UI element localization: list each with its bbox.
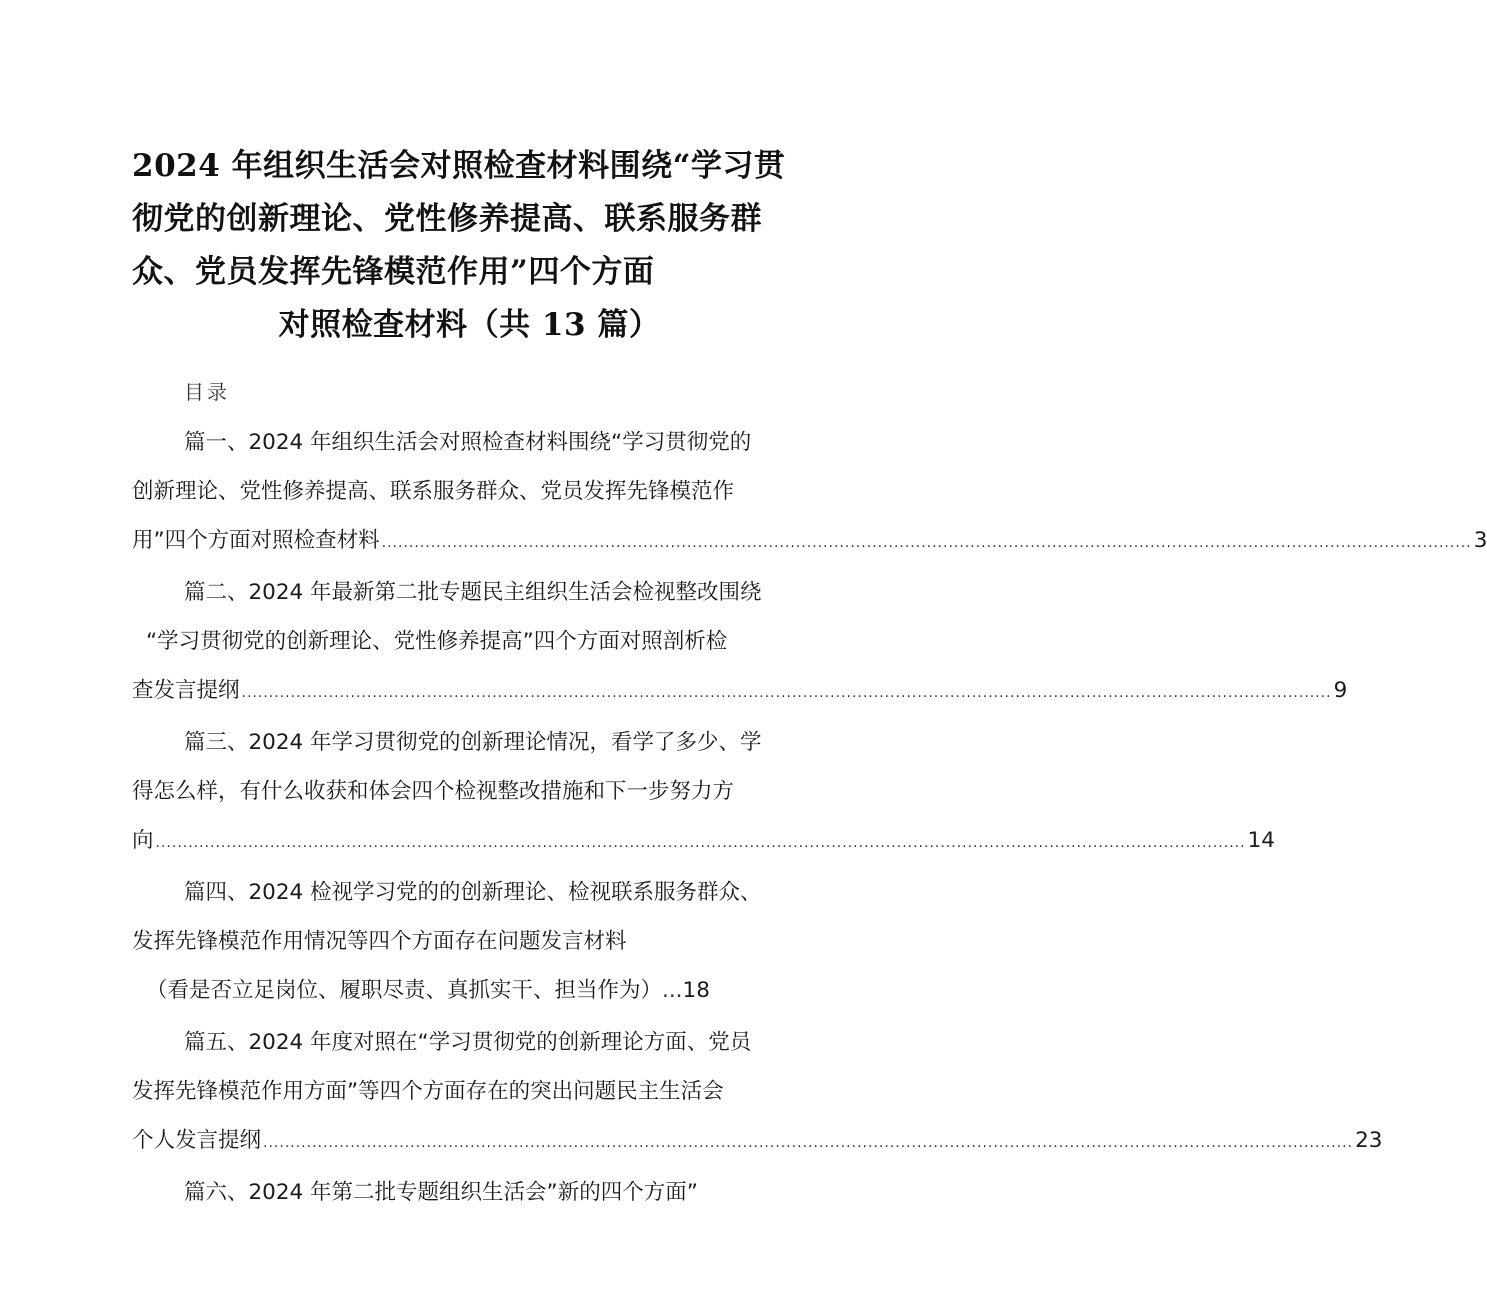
toc-entry-last-line — [132, 966, 797, 1015]
toc-entry-line: 用”四个方面对照检查材料 — [132, 528, 380, 553]
toc-entry-line: 篇一、2024 年组织生活会对照检查材料围绕“学习贯彻党的 — [184, 430, 752, 455]
toc-entry-line: 篇三、2024 年学习贯彻党的创新理论情况，看学了多少、学 — [184, 730, 762, 755]
toc-entry-5[interactable] — [132, 1018, 1383, 1165]
toc-entry-last-line — [132, 666, 1348, 715]
toc-entry-line: “学习贯彻党的创新理论、党性修养提高”四个方面对照剖析检 — [146, 629, 728, 654]
toc-entry-last-line — [132, 516, 1487, 565]
toc-entry-line: 发挥先锋模范作用情况等四个方面存在问题发言材料 — [132, 929, 627, 954]
page-number: 23 — [1355, 1128, 1383, 1153]
toc-entry-2[interactable] — [132, 568, 1348, 715]
toc-entry-line: 查发言提纲 — [132, 678, 240, 703]
toc-entry-1[interactable] — [132, 418, 1487, 565]
table-of-contents — [132, 418, 1487, 1220]
toc-entry-6[interactable] — [132, 1168, 797, 1217]
dot-leader: ... — [662, 978, 683, 1003]
title-line: 2024 年组织生活会对照检查材料围绕“学习贯 — [132, 148, 786, 184]
dot-leader: ........................................................................................................................................................................................................ — [263, 1135, 1354, 1151]
toc-entry-line: 篇五、2024 年度对照在“学习贯彻党的创新理论方面、党员 — [184, 1030, 752, 1055]
dot-leader: ........................................................................................................................................................................................................ — [381, 535, 1472, 551]
page-number: 9 — [1333, 678, 1348, 703]
title-line: 众、党员发挥先锋模范作用”四个方面 — [132, 254, 655, 290]
page-number: 14 — [1247, 828, 1275, 853]
toc-entry-last-line — [132, 1116, 1383, 1165]
toc-entry-line: 篇六、2024 年第二批专题组织生活会”新的四个方面” — [184, 1180, 698, 1205]
toc-entry-line: 得怎么样，有什么收获和体会四个检视整改措施和下一步努力方 — [132, 779, 735, 804]
page-number: 18 — [682, 978, 710, 1003]
toc-entry-line: 个人发言提纲 — [132, 1128, 262, 1153]
toc-entry-line: 篇二、2024 年最新第二批专题民主组织生活会检视整改围绕 — [184, 580, 762, 605]
dot-leader: ........................................................................................................................................................................................................ — [241, 685, 1332, 701]
toc-heading: 目录 — [184, 380, 230, 404]
toc-entry-line: （看是否立足岗位、履职尽责、真抓实干、担当作为） — [146, 978, 663, 1003]
title-line: 对照检查材料（共 13 篇） — [278, 307, 661, 343]
title-line: 彻党的创新理论、党性修养提高、联系服务群 — [132, 201, 762, 237]
document-title — [132, 140, 797, 352]
toc-entry-line: 向 — [132, 828, 154, 853]
toc-entry-line: 创新理论、党性修养提高、联系服务群众、党员发挥先锋模范作 — [132, 479, 735, 504]
toc-entry-line: 发挥先锋模范作用方面”等四个方面存在的突出问题民主生活会 — [132, 1079, 724, 1104]
dot-leader: ........................................................................................................................................................................................................ — [155, 835, 1246, 851]
toc-entry-line: 篇四、2024 检视学习党的的创新理论、检视联系服务群众、 — [184, 880, 762, 905]
toc-entry-3[interactable] — [132, 718, 1275, 865]
toc-entry-last-line — [132, 816, 1275, 865]
toc-entry-4[interactable] — [132, 868, 797, 1015]
page-number: 3 — [1473, 528, 1487, 553]
